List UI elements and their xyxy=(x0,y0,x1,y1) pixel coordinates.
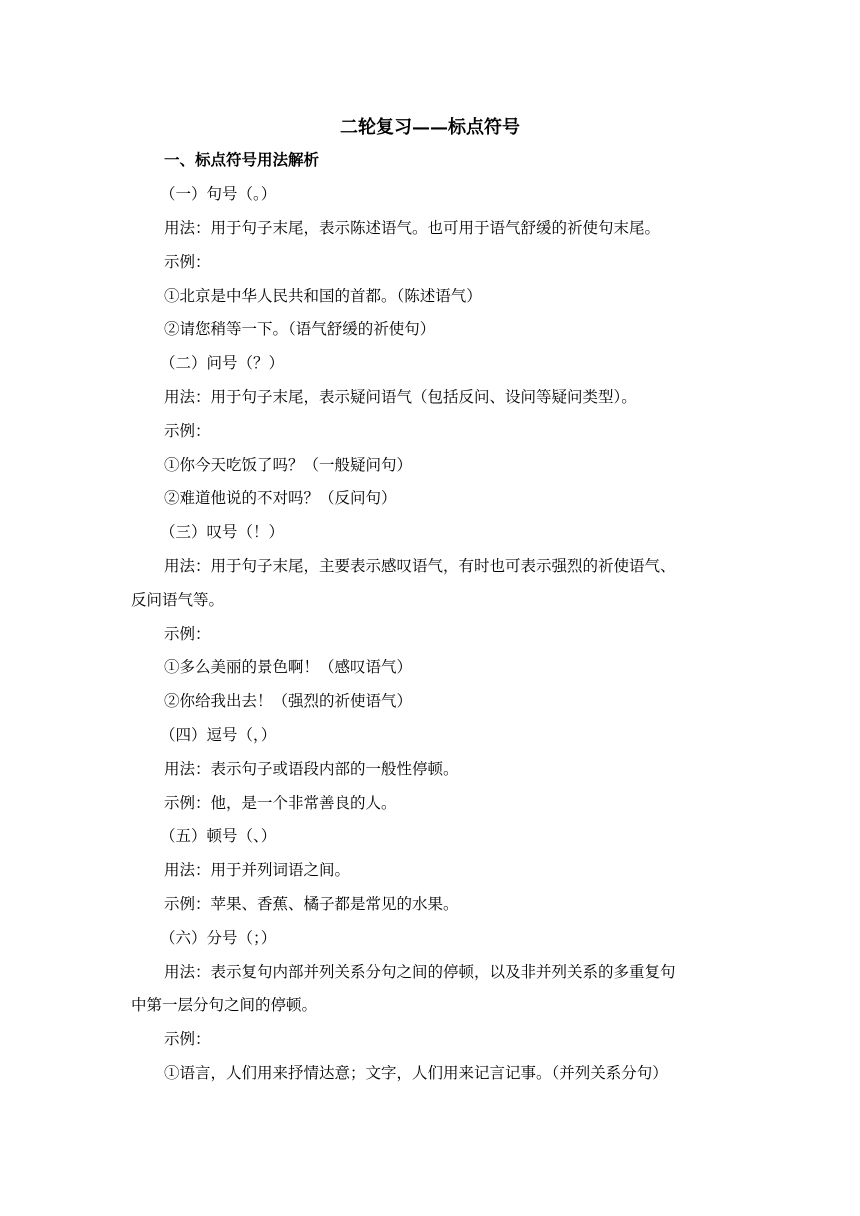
exclamation-usage-line2: 反问语气等。 xyxy=(131,591,225,609)
question-heading: （二）问号（？） xyxy=(160,354,285,372)
exclamation-heading: （三）叹号（！） xyxy=(160,523,285,541)
semicolon-usage-line2: 中第一层分句之间的停顿。 xyxy=(131,996,318,1014)
question-example-1: ①你今天吃饭了吗？（一般疑问句） xyxy=(164,456,413,474)
exclamation-example-2: ②你给我出去！（强烈的祈使语气） xyxy=(164,692,413,710)
question-usage: 用法：用于句子末尾，表示疑问语气（包括反问、设问等疑问类型）。 xyxy=(164,388,637,406)
period-example-1: ①北京是中华人民共和国的首都。（陈述语气） xyxy=(164,287,482,305)
semicolon-example-1: ①语言，人们用来抒情达意；文字，人们用来记言记事。（并列关系分句） xyxy=(164,1064,668,1082)
semicolon-heading: （六）分号（；） xyxy=(160,929,277,947)
question-example-2: ②难道他说的不对吗？（反问句） xyxy=(164,489,397,507)
comma-example: 示例：他，是一个非常善良的人。 xyxy=(164,794,397,812)
semicolon-usage-line1: 用法：表示复句内部并列关系分句之间的停顿，以及非并列关系的多重复句 xyxy=(164,963,676,981)
comma-heading: （四）逗号（，） xyxy=(160,726,277,744)
period-example-label: 示例： xyxy=(164,253,211,271)
period-heading: （一）句号（。） xyxy=(160,185,277,203)
semicolon-example-label: 示例： xyxy=(164,1030,211,1048)
section-heading: 一、标点符号用法解析 xyxy=(164,150,320,169)
period-example-2: ②请您稍等一下。（语气舒缓的祈使句） xyxy=(164,320,436,338)
exclamation-example-label: 示例： xyxy=(164,625,211,643)
enum-comma-heading: （五）顿号（、） xyxy=(160,827,277,845)
document-title: 二轮复习——标点符号 xyxy=(340,117,520,138)
enum-comma-usage: 用法：用于并列词语之间。 xyxy=(164,861,351,879)
exclamation-example-1: ①多么美丽的景色啊！（感叹语气） xyxy=(164,658,413,676)
question-example-label: 示例： xyxy=(164,422,211,440)
period-usage: 用法：用于句子末尾，表示陈述语气。也可用于语气舒缓的祈使句末尾。 xyxy=(164,219,661,237)
enum-comma-example: 示例：苹果、香蕉、橘子都是常见的水果。 xyxy=(164,895,459,913)
comma-usage: 用法：表示句子或语段内部的一般性停顿。 xyxy=(164,760,459,778)
exclamation-usage-line1: 用法：用于句子末尾，主要表示感叹语气，有时也可表示强烈的祈使语气、 xyxy=(164,557,676,575)
